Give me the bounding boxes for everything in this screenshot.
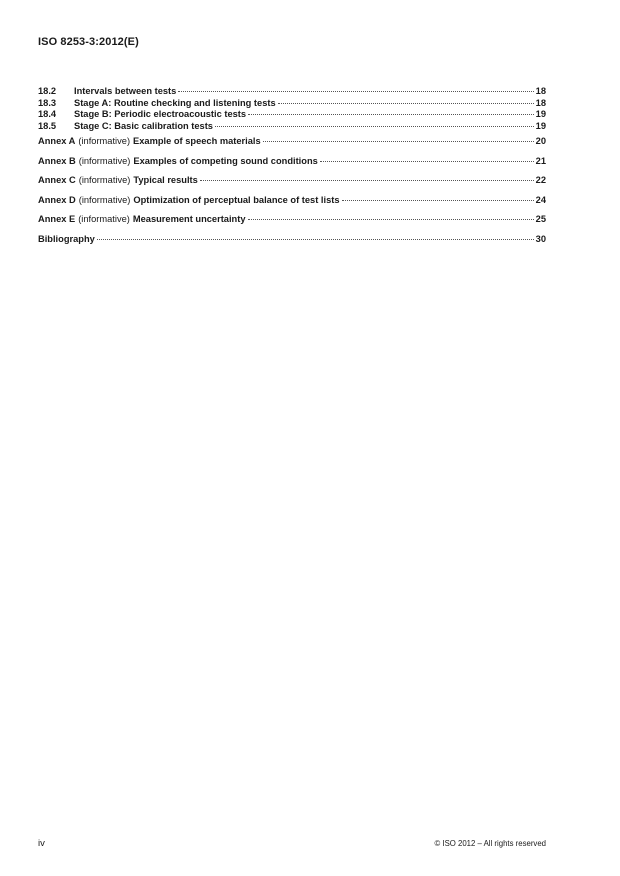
dot-leader	[248, 219, 534, 220]
annex-label: Annex A	[38, 136, 76, 146]
annex-title: Examples of competing sound conditions	[133, 155, 318, 166]
copyright-notice: © ISO 2012 – All rights reserved	[434, 839, 546, 848]
toc-annex-entry[interactable]	[38, 132, 546, 152]
toc-entry-page: 19	[535, 109, 546, 119]
bibliography-title: Bibliography	[38, 233, 95, 244]
dot-leader	[97, 239, 534, 240]
annex-type: (informative)	[78, 214, 130, 224]
dot-leader	[263, 141, 534, 142]
annex-page: 25	[535, 214, 546, 224]
dot-leader	[215, 126, 534, 127]
toc-annex-entry[interactable]	[38, 191, 546, 211]
bibliography-page: 30	[535, 233, 546, 244]
dot-leader	[178, 91, 533, 92]
toc-annex-entry[interactable]	[38, 171, 546, 191]
document-header: ISO 8253-3:2012(E)	[38, 36, 139, 48]
toc-entry-title: Stage C: Basic calibration tests	[74, 120, 213, 131]
annex-title: Example of speech materials	[133, 136, 261, 146]
toc-entry-page: 19	[535, 120, 546, 131]
toc-entry[interactable]	[38, 121, 546, 133]
annex-page: 24	[535, 194, 546, 205]
annex-title: Optimization of perceptual balance of test lists	[133, 194, 340, 205]
annex-page: 22	[535, 175, 546, 185]
annex-label: Annex D	[38, 194, 76, 205]
toc-entry-title: Intervals between tests	[74, 86, 177, 96]
toc-bibliography-entry[interactable]	[38, 230, 546, 250]
toc-annex-entry[interactable]	[38, 152, 546, 172]
annex-type: (informative)	[78, 155, 131, 166]
toc-entry-number: 18.3	[38, 97, 57, 108]
toc-entry-number: 18.2	[38, 86, 57, 96]
page-number: iv	[38, 838, 45, 849]
dot-leader	[320, 161, 534, 162]
annex-label: Annex E	[38, 214, 76, 224]
annex-type: (informative)	[78, 194, 131, 205]
toc-annex-entry[interactable]	[38, 210, 546, 230]
annex-type: (informative)	[78, 136, 131, 146]
toc-entry[interactable]	[38, 86, 546, 98]
annex-page: 20	[535, 136, 546, 146]
dot-leader	[248, 114, 534, 115]
toc-entry-page: 18	[535, 86, 546, 96]
toc-entry-title: Stage A: Routine checking and listening tests	[74, 97, 276, 108]
annex-page: 21	[535, 155, 546, 166]
toc-entry-number: 18.4	[38, 109, 57, 119]
table-of-contents	[38, 86, 546, 249]
annex-label: Annex C	[38, 175, 76, 185]
dot-leader	[200, 180, 534, 181]
toc-entry[interactable]	[38, 98, 546, 110]
annex-label: Annex B	[38, 155, 76, 166]
annex-type: (informative)	[78, 175, 131, 185]
toc-entry-number: 18.5	[38, 120, 57, 131]
toc-entry[interactable]	[38, 109, 546, 121]
toc-entry-title: Stage B: Periodic electroacoustic tests	[74, 109, 247, 119]
toc-entry-page: 18	[535, 97, 546, 108]
dot-leader	[278, 103, 534, 104]
annex-title: Typical results	[133, 175, 198, 185]
annex-title: Measurement uncertainty	[132, 214, 246, 224]
dot-leader	[342, 200, 534, 201]
